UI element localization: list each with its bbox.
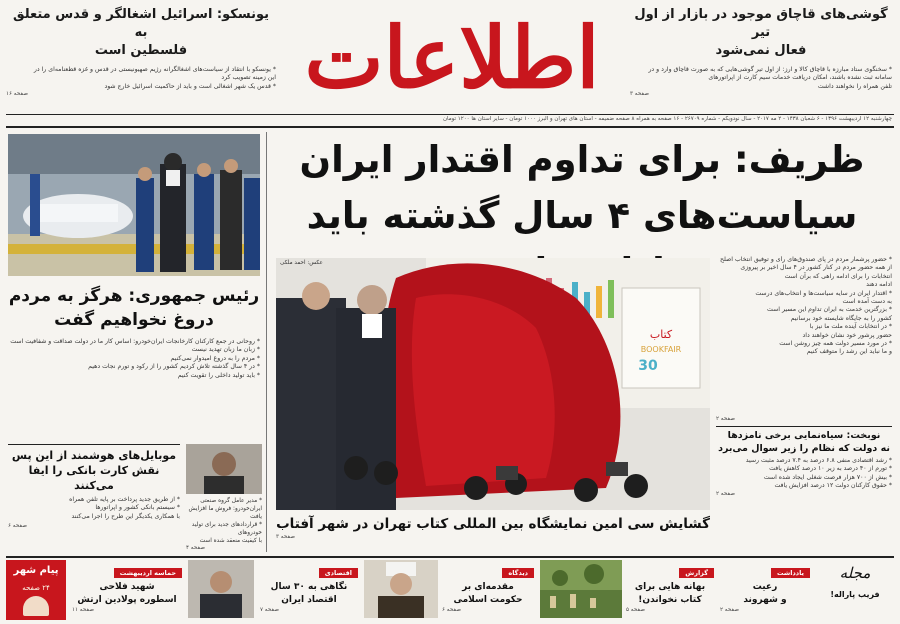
top-right-bullets: [630, 66, 892, 91]
book-fair-banner-sub: BOOKFAIR: [640, 345, 682, 354]
zarif-paragraph: به دست آمده است: [842, 298, 892, 306]
zarif-paragraph: انتخابات را برای ادامه راهی که برآن است: [784, 272, 892, 280]
book-fair-photo: [276, 258, 710, 510]
rouhani-paragraph: * زبان ما زبان تهدید نیست: [191, 346, 260, 354]
bottom-item-tag: گزارش: [679, 568, 714, 578]
mobile-story-text: [8, 496, 180, 521]
bottom-item-title-2: کتاب نخواندن!: [638, 595, 702, 605]
supplement-badge-title: پیام شهر: [13, 565, 59, 576]
nobakht-paragraph: * بیش از ۷۰۰ هزار فرصت شغلی ایجاد شده است: [763, 473, 892, 481]
rouhani-paragraph: * باید تولید داخلی را تقویت کنیم: [177, 371, 260, 379]
bottom-item-photo-art: [188, 560, 254, 618]
bottom-item-tag: دیدگاه: [502, 568, 534, 578]
bottom-item[interactable]: [188, 560, 358, 622]
dateline-rule-top: [6, 114, 894, 115]
bottom-item-text: [442, 560, 534, 614]
nobakht-paragraph: * حقوق کارکنان دولت ۱۲ درصد افزایش یافت: [774, 482, 892, 490]
zarif-paragraph: * در انتخابات آینده ملت ما نیز با: [809, 323, 892, 331]
book-fair-banner-number: 30: [638, 358, 658, 374]
zarif-paragraph: * اقتدار ایران در سایه سیاست‌ها و انتخاب‌های درست: [755, 289, 892, 297]
main-headline-line-1: ظریف: برای تداوم اقتدار ایران: [299, 138, 865, 181]
rouhani-paragraph: * مردم را به دروغ امیدوار نمی‌کنیم: [170, 354, 260, 362]
rouhani-factory-photo-art: [8, 134, 260, 276]
shortcut-title: فریب پاراله!: [830, 590, 880, 599]
top-left-headline-2: فلسطین است: [94, 43, 188, 58]
nobakht-headline-1: نوبخت: سیاه‌نمایی برخی نامزدها: [727, 430, 881, 441]
side-column: [186, 444, 262, 552]
mobile-headline-1: موبایل‌های هوشمند از این پس: [11, 449, 177, 462]
zarif-paragraph: از همه حضور مردم در کنار کشور در ۴ سال اخیر بر پیروزی: [740, 264, 892, 272]
zarif-paragraph: حضور پرشور خود نشان خواهند داد: [802, 331, 892, 339]
book-fair-page-ref: صفحه ۳: [276, 534, 295, 540]
bottom-item-photo: [188, 560, 254, 618]
bottom-item-title-1: نگاهی به ۳۰ سال: [270, 582, 348, 592]
masthead-logo: اطلاعات: [304, 8, 600, 107]
mobile-paragraph: با همکاری یکدیگر این طرح را اجرا می‌کنند: [71, 512, 180, 520]
rouhani-paragraph: * روحانی در جمع کارکنان کارخانجات ایران‌خودرو: اساس کار ما در دولت صداقت و شفافیت است: [10, 338, 260, 345]
zarif-paragraph: ادامه دهند: [866, 281, 892, 289]
mobile-story: [8, 444, 180, 530]
bottom-item-photo: [364, 560, 438, 618]
nobakht-page-ref: صفحه ۲: [716, 490, 735, 497]
main-headline: [272, 132, 892, 250]
side-paragraph: با کیفیت منعقد شده است: [199, 538, 262, 544]
top-right-headline-2: فعال نمی‌شود: [715, 43, 807, 58]
zarif-paragraph: * بزرگترین خدمت به ایران تداوم این مسیر است: [767, 306, 892, 314]
rouhani-paragraph: * در ۴ سال گذشته تلاش کردیم کشور را از رکود و تورم نجات دهیم: [88, 363, 260, 371]
nobakht-paragraph: * تورم از ۴۰ درصد به زیر ۱۰ درصد کاهش یافت: [769, 465, 892, 473]
bottom-item[interactable]: [720, 560, 810, 622]
rouhani-headline-2: دروغ نخواهیم گفت: [54, 310, 214, 330]
book-fair-banner-title: کتاب: [649, 328, 673, 341]
bottom-item-tag: یادداشت: [771, 568, 810, 578]
bottom-item-title-1: بهانه هایی برای: [634, 582, 706, 592]
top-left-bullet: * یونسکو با انتقاد از سیاست‌های اشغالگرانه رژیم صهیونیستی در قدس و غزه قطعنامه‌ای را در: [33, 66, 276, 73]
bottom-item-page: صفحه ۶: [442, 607, 461, 613]
mobile-paragraph: * سیستم بانکی کشور و اپراتورها: [95, 504, 180, 512]
nobakht-story: [716, 426, 892, 498]
zarif-story-text: [716, 256, 892, 416]
zarif-paragraph: کشور را به جایگاه شایسته خود برسانیم: [790, 314, 892, 322]
top-right-headline-1: گوشی‌های قاچاق موجود در بازار از اول تیر: [634, 7, 888, 40]
bottom-item-tag: حماسه اردیبهشت: [114, 568, 182, 578]
main-headline-line-2: سیاست‌های ۴ سال گذشته باید: [306, 194, 858, 237]
book-fair-photo-art: [276, 258, 710, 510]
top-right-bullet: * سخنگوی ستاد مبارزه با قاچاق کالا و ارز: از اول تیر گوشی‌هایی که به صورت قاچاق وارد و در سامانه ثبت نشده باشند، امکان دریافت خدمات سیم کارت از اپراتورهای: [648, 66, 892, 82]
bottom-item[interactable]: [72, 560, 182, 622]
side-portrait-art: [186, 444, 262, 494]
nobakht-paragraph: * رشد اقتصادی منفی ۶.۸ درصد به ۷.۴ درصد مثبت رسید: [745, 457, 892, 464]
bottom-item-title-1: شهید فلاحی: [99, 582, 155, 592]
nobakht-headline-2: نه دولت که نظام را زیر سوال می‌برد: [718, 443, 890, 454]
side-portrait-photo: [186, 444, 262, 494]
mobile-paragraph: * از طریق جدید پرداخت بر پایه تلفن همراه: [69, 496, 180, 503]
nobakht-rule: [716, 426, 892, 427]
bottom-item-title-2: حکومت اسلامی: [453, 595, 523, 605]
top-left-bullet: * قدس یک شهر اشغالی است و باید از حاکمیت اسرائیل خارج شود: [104, 82, 276, 90]
bottom-item-page: صفحه ۲: [720, 607, 739, 613]
bottom-strip: [6, 560, 894, 622]
zarif-paragraph: و ما نباید این رشد را متوقف کنیم: [806, 348, 892, 356]
zarif-page-ref: صفحه ۲: [716, 416, 735, 422]
bottom-item[interactable]: [364, 560, 534, 622]
bottom-item-photo: [540, 560, 622, 618]
bottom-item-title-2: اقتصاد ایران: [281, 595, 337, 605]
bottom-strip-rule: [6, 556, 894, 558]
bottom-item-title-1: مقدمه‌ای بر: [462, 582, 514, 592]
bottom-item-page: صفحه ۷: [260, 607, 279, 613]
bottom-logo-box: [816, 560, 894, 622]
top-right-bullet: تلفن همراه را نخواهند داشت: [817, 82, 892, 90]
book-fair-caption-text: گشایش سی امین نمایشگاه بین المللی کتاب تهران در شهر آفتاب: [276, 516, 710, 532]
rouhani-factory-photo: [8, 134, 260, 276]
side-paragraph: * قراردادهای جدید برای تولید خودروهای: [191, 522, 262, 536]
supplement-badge-sub: ۲۴ صفحه: [22, 584, 50, 592]
bottom-item-title-2: و شهروند: [743, 595, 787, 605]
bottom-item-tag: اقتصادی: [319, 568, 358, 578]
mobile-story-rule: [8, 444, 180, 445]
supplement-badge-figure: [23, 596, 49, 616]
top-right-page-ref: صفحه ۳: [630, 91, 649, 98]
nobakht-text: [716, 457, 892, 491]
rouhani-headline-1: رئیس جمهوری: هرگز به مردم: [8, 286, 260, 306]
mobile-headline-2: نقش کارت بانکی را ایفا می‌کنند: [28, 464, 160, 492]
dateline: چهارشنبه ۱۲ اردیبهشت ۱۳۹۶ - ۶ شعبان ۱۴۳۸ - ۲ مه ۲۰۱۷ - سال نودویکم - شماره ۲۶۷۰۹ - ۱۶ صفحه به همراه ۸ صفحه ضمیمه - استان های تهران و البرز ۱۰۰۰ تومان - سایر استان ها ۱۲۰۰ تومان: [443, 116, 892, 122]
top-left-bullet: این زمینه تصویب کرد: [221, 74, 276, 82]
rouhani-headline: [8, 284, 260, 332]
side-paragraph: * مدیر عامل گروه صنعتی ایران‌خودرو: فروش ما افزایش یافت: [188, 498, 262, 520]
zarif-paragraph: * در مورد مسیر دولت همه چیز روشن است: [779, 340, 892, 348]
side-page-ref: صفحه ۴: [186, 545, 205, 551]
bottom-item-photo-art: [364, 560, 438, 618]
dateline-rule-bottom: [6, 126, 894, 128]
zarif-paragraph: * حضور پرشمار مردم در پای صندوق‌های رأی و توفیق انتخاب اصلح: [719, 256, 892, 263]
top-right-story: [630, 6, 892, 98]
column-separator: [266, 132, 267, 552]
book-fair-caption: [276, 514, 710, 541]
bottom-item-text: [260, 560, 358, 614]
rouhani-story-text: [8, 338, 260, 434]
bottom-item-photo-art: [540, 560, 622, 618]
mobile-page-ref: صفحه ۶: [8, 523, 27, 530]
side-column-text: [186, 497, 262, 545]
bottom-item-title-1: رعیت: [752, 582, 778, 592]
top-left-headline-1: یونسکو: اسرائیل اشغالگر و قدس متعلق به: [12, 7, 269, 40]
bottom-item[interactable]: [540, 560, 714, 622]
supplement-badge[interactable]: [6, 560, 66, 620]
top-left-story: [6, 6, 276, 98]
top-left-page-ref: صفحه ۱۶: [6, 91, 28, 98]
bottom-item-page: صفحه ۱۱: [72, 607, 94, 613]
bottom-logo: مجله: [839, 564, 871, 582]
photo-credit: عکس: احمد ملکی: [280, 260, 323, 266]
top-left-bullets: [6, 66, 276, 91]
bottom-item-page: صفحه ۵: [626, 607, 645, 613]
bottom-item-text: [626, 560, 714, 614]
bottom-item-title-2: اسطوره پولادین ارتش: [77, 595, 177, 605]
